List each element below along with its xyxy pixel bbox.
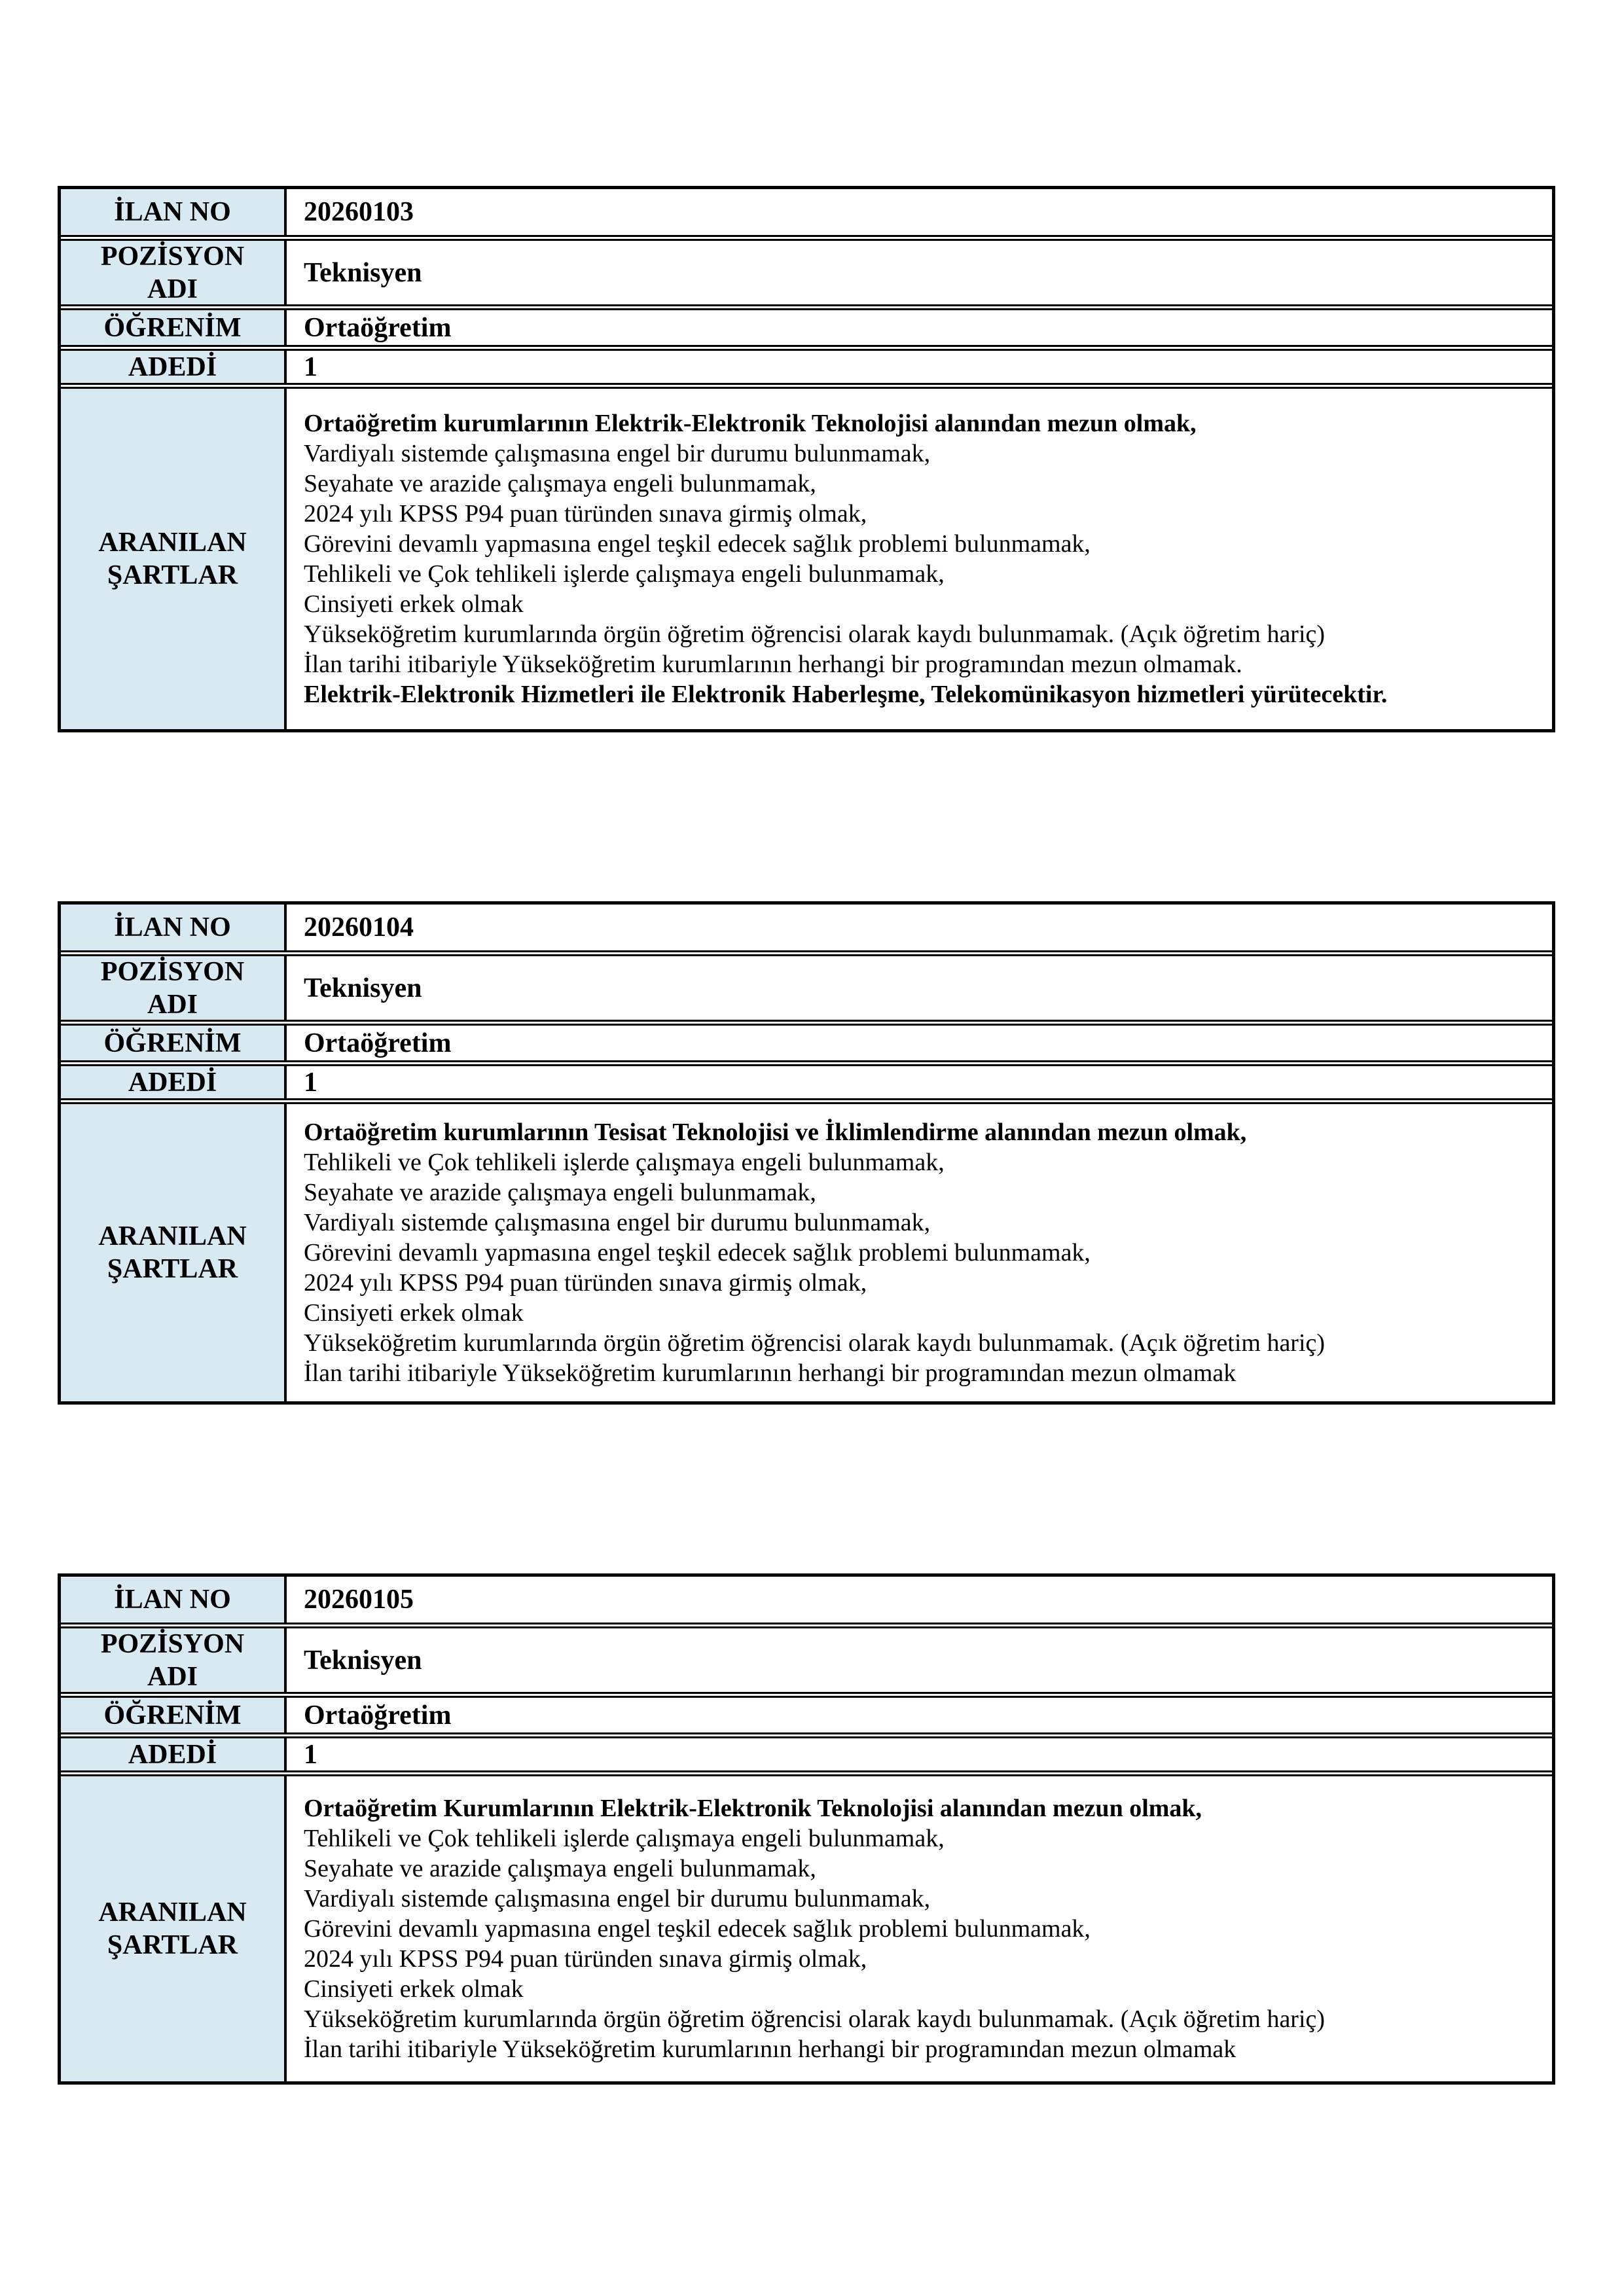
- table-row: [61, 1623, 1552, 1692]
- requirement-line: 2024 yılı KPSS P94 puan türünden sınava girmiş olmak,: [304, 1269, 867, 1297]
- ilan-no-value: 20260105: [304, 1585, 414, 1615]
- ogrenim-value: Ortaöğretim: [304, 1028, 452, 1058]
- requirement-line: Tehlikeli ve Çok tehlikeli işlerde çalışmaya engeli bulunmamak,: [304, 560, 945, 588]
- requirement-line: Vardiyalı sistemde çalışmasına engel bir durumu bulunmamak,: [304, 1885, 931, 1912]
- requirement-line: Tehlikeli ve Çok tehlikeli işlerde çalışmaya engeli bulunmamak,: [304, 1149, 945, 1176]
- ilan-no-label: İLAN NO: [114, 1585, 231, 1615]
- requirement-line: İlan tarihi itibariyle Yükseköğretim kurumlarının herhangi bir programından mezun olmamak: [304, 1359, 1236, 1387]
- table-row: [61, 1770, 1552, 2081]
- adedi-value: 1: [304, 351, 317, 382]
- pozisyon-adi-value: Teknisyen: [304, 257, 422, 288]
- table-row: [61, 1098, 1552, 1401]
- job-posting-table: [58, 1573, 1555, 2085]
- ogrenim-value: Ortaöğretim: [304, 312, 452, 343]
- pozisyon-adi-label-cell: [61, 1628, 287, 1692]
- requirement-line: Seyahate ve arazide çalışmaya engeli bulunmamak,: [304, 1179, 816, 1206]
- pozisyon-adi-label: POZİSYON ADI: [100, 956, 245, 1020]
- ogrenim-label-cell: [61, 1698, 287, 1732]
- ilan-no-label: İLAN NO: [114, 197, 231, 227]
- table-row: [61, 950, 1552, 1020]
- table-row: [61, 1020, 1552, 1060]
- requirement-line: Ortaöğretim kurumlarının Elektrik-Elektronik Teknolojisi alanından mezun olmak,: [304, 410, 1197, 437]
- requirement-line: Yükseköğretim kurumlarında örgün öğretim öğrencisi olarak kaydı bulunmamak. (Açık öğretim hariç): [304, 2005, 1326, 2033]
- table-row: [61, 1692, 1552, 1732]
- table-row: [61, 383, 1552, 729]
- requirements-cell: [287, 1776, 1552, 2081]
- requirements-cell: [287, 389, 1552, 729]
- aranilan-sartlar-label: ARANILAN ŞARTLAR: [98, 1221, 247, 1284]
- requirement-line: 2024 yılı KPSS P94 puan türünden sınava girmiş olmak,: [304, 1945, 867, 1973]
- adedi-value: 1: [304, 1739, 317, 1770]
- requirement-line: Elektrik-Elektronik Hizmetleri ile Elektronik Haberleşme, Telekomünikasyon hizmetleri yürütecektir.: [304, 681, 1388, 708]
- ilan-no-label-cell: [61, 189, 287, 235]
- requirement-line: Yükseköğretim kurumlarında örgün öğretim öğrencisi olarak kaydı bulunmamak. (Açık öğretim hariç): [304, 1329, 1326, 1357]
- table-row: [61, 345, 1552, 383]
- ilan-no-label-cell: [61, 1577, 287, 1623]
- aranilan-sartlar-label: ARANILAN ŞARTLAR: [98, 528, 247, 590]
- requirement-line: Yükseköğretim kurumlarında örgün öğretim öğrencisi olarak kaydı bulunmamak. (Açık öğretim hariç): [304, 620, 1326, 648]
- ilan-no-label-cell: [61, 905, 287, 950]
- adedi-label-cell: [61, 1738, 287, 1770]
- ogrenim-value: Ortaöğretim: [304, 1700, 452, 1731]
- requirement-line: Cinsiyeti erkek olmak: [304, 1299, 524, 1327]
- adedi-value: 1: [304, 1067, 317, 1098]
- requirement-line: Görevini devamlı yapmasına engel teşkil edecek sağlık problemi bulunmamak,: [304, 530, 1091, 558]
- aranilan-sartlar-label-cell: [61, 1776, 287, 2081]
- ilan-no-label: İLAN NO: [114, 912, 231, 942]
- ogrenim-label: ÖĞRENİM: [103, 1700, 242, 1731]
- requirement-line: Seyahate ve arazide çalışmaya engeli bulunmamak,: [304, 470, 816, 497]
- requirement-line: Görevini devamlı yapmasına engel teşkil edecek sağlık problemi bulunmamak,: [304, 1915, 1091, 1943]
- adedi-label-cell: [61, 351, 287, 383]
- ilan-no-value: 20260103: [304, 197, 414, 227]
- table-row: [61, 1060, 1552, 1098]
- table-row: [61, 905, 1552, 950]
- requirement-line: 2024 yılı KPSS P94 puan türünden sınava girmiş olmak,: [304, 500, 867, 528]
- pozisyon-adi-label: POZİSYON ADI: [100, 1628, 245, 1692]
- aranilan-sartlar-label: ARANILAN ŞARTLAR: [98, 1897, 247, 1960]
- aranilan-sartlar-label-cell: [61, 1104, 287, 1401]
- adedi-label: ADEDİ: [128, 1739, 217, 1770]
- ogrenim-label-cell: [61, 310, 287, 345]
- pozisyon-adi-label-cell: [61, 241, 287, 304]
- requirement-line: İlan tarihi itibariyle Yükseköğretim kurumlarının herhangi bir programından mezun olmamak: [304, 2036, 1236, 2063]
- requirement-line: Seyahate ve arazide çalışmaya engeli bulunmamak,: [304, 1855, 816, 1882]
- requirement-line: Görevini devamlı yapmasına engel teşkil edecek sağlık problemi bulunmamak,: [304, 1239, 1091, 1266]
- job-posting-table: [58, 186, 1555, 732]
- ogrenim-label: ÖĞRENİM: [103, 1028, 242, 1058]
- job-posting-table: [58, 901, 1555, 1405]
- requirement-line: Cinsiyeti erkek olmak: [304, 1975, 524, 2003]
- table-row: [61, 189, 1552, 235]
- adedi-label: ADEDİ: [128, 1067, 217, 1098]
- table-row: [61, 304, 1552, 345]
- ogrenim-label-cell: [61, 1026, 287, 1060]
- requirement-line: Vardiyalı sistemde çalışmasına engel bir durumu bulunmamak,: [304, 440, 931, 467]
- requirement-line: Cinsiyeti erkek olmak: [304, 590, 524, 618]
- pozisyon-adi-label: POZİSYON ADI: [100, 241, 245, 304]
- aranilan-sartlar-label-cell: [61, 389, 287, 729]
- requirements-cell: [287, 1104, 1552, 1401]
- adedi-label: ADEDİ: [128, 351, 217, 382]
- requirement-line: Tehlikeli ve Çok tehlikeli işlerde çalışmaya engeli bulunmamak,: [304, 1825, 945, 1852]
- pozisyon-adi-value: Teknisyen: [304, 1645, 422, 1676]
- pozisyon-adi-label-cell: [61, 956, 287, 1020]
- requirement-line: İlan tarihi itibariyle Yükseköğretim kurumlarının herhangi bir programından mezun olmamak.: [304, 651, 1242, 678]
- table-row: [61, 1577, 1552, 1623]
- table-row: [61, 235, 1552, 304]
- table-row: [61, 1732, 1552, 1770]
- adedi-label-cell: [61, 1066, 287, 1098]
- ogrenim-label: ÖĞRENİM: [103, 312, 242, 343]
- ilan-no-value: 20260104: [304, 912, 414, 942]
- pozisyon-adi-value: Teknisyen: [304, 973, 422, 1003]
- requirement-line: Vardiyalı sistemde çalışmasına engel bir durumu bulunmamak,: [304, 1209, 931, 1236]
- requirement-line: Ortaöğretim kurumlarının Tesisat Teknolojisi ve İklimlendirme alanından mezun olmak,: [304, 1119, 1247, 1146]
- requirement-line: Ortaöğretim Kurumlarının Elektrik-Elektronik Teknolojisi alanından mezun olmak,: [304, 1795, 1202, 1822]
